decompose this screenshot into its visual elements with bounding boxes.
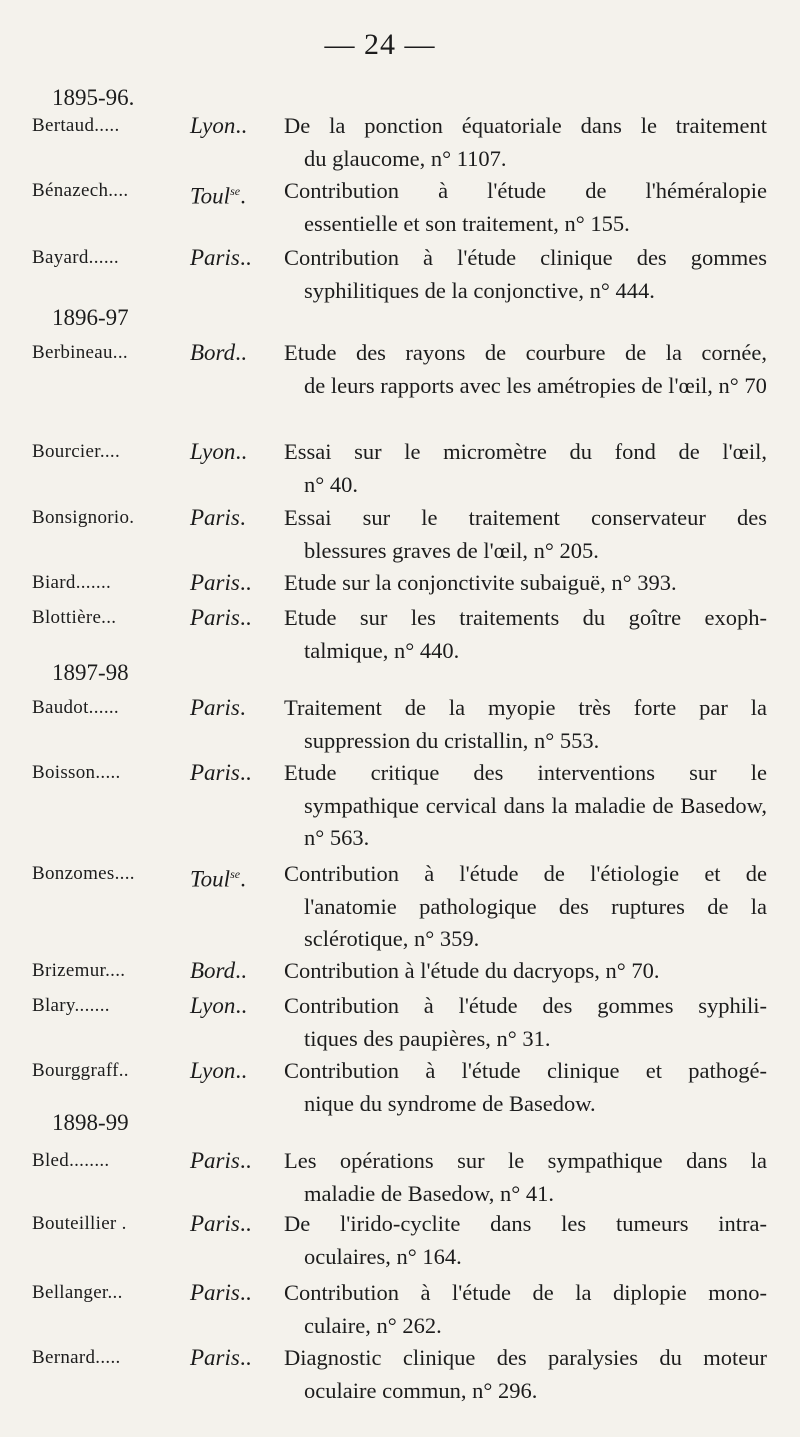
author-name: Bled........ — [32, 1150, 110, 1171]
title-continuation: essentielle et son traitement, n° 155. — [304, 210, 630, 236]
title-continuation: tiques des paupières, n° 31. — [304, 1025, 551, 1051]
author-name: Boisson..... — [32, 762, 121, 783]
city-name: Paris — [190, 570, 240, 595]
thesis-title — [284, 1208, 767, 1273]
title-first-line: De l'irido-cyclite dans les tumeurs intra- — [284, 1211, 767, 1236]
university-city — [190, 1145, 251, 1178]
title-first-line: Etude des rayons de courbure de la cornée, — [284, 340, 767, 365]
city-leader-dots: .. — [239, 1280, 252, 1305]
thesis-title — [284, 955, 767, 988]
author-name: Biard....... — [32, 572, 112, 593]
thesis-title — [284, 1055, 767, 1120]
university-city — [190, 175, 246, 213]
title-continuation: maladie de Basedow, n° 41. — [304, 1180, 554, 1206]
title-first-line: Contribution à l'étude du dacryops, n° 70. — [284, 958, 660, 983]
title-first-line: Traitement de la myopie très forte par la — [284, 695, 767, 720]
city-leader-dots: .. — [235, 439, 247, 464]
author-name: Berbineau... — [32, 342, 128, 363]
city-leader-dots: . — [239, 695, 246, 720]
city-name: Paris — [190, 1148, 240, 1173]
title-first-line: Contribution à l'étude de l'étiologie et de — [284, 861, 767, 886]
thesis-title — [284, 757, 767, 855]
university-city — [190, 567, 251, 600]
city-name: Paris — [190, 1211, 240, 1236]
title-continuation: nique du syndrome de Basedow. — [304, 1090, 596, 1116]
city-abbrev-suffix: se — [230, 867, 241, 881]
thesis-title — [284, 1145, 767, 1210]
title-first-line: Etude critique des interventions sur le — [284, 760, 767, 785]
city-leader-dots: .. — [239, 1211, 252, 1236]
author-name: Bourcier.... — [32, 441, 121, 462]
city-leader-dots: .. — [239, 760, 252, 785]
city-leader-dots: .. — [235, 993, 247, 1018]
city-name: Lyon — [190, 1058, 236, 1083]
year-heading: 1895-96. — [52, 85, 135, 110]
university-city — [190, 110, 247, 143]
thesis-title — [284, 567, 767, 600]
university-city — [190, 692, 246, 725]
city-name: Paris — [190, 605, 240, 630]
title-first-line: Etude sur les traitements du goître exoph- — [284, 605, 767, 630]
city-leader-dots: .. — [235, 340, 247, 365]
city-name: Paris — [190, 760, 240, 785]
city-leader-dots: .. — [235, 958, 247, 983]
author-name: Bouteillier . — [32, 1213, 127, 1234]
city-leader-dots: . — [240, 183, 246, 209]
thesis-title — [284, 990, 767, 1055]
city-name: Bord — [190, 958, 236, 983]
author-name: Bertaud..... — [32, 115, 120, 136]
thesis-title — [284, 337, 767, 402]
university-city — [190, 602, 251, 635]
city-leader-dots: .. — [239, 1345, 252, 1370]
author-name: Brizemur.... — [32, 960, 126, 981]
city-name: Lyon — [190, 993, 236, 1018]
thesis-title — [284, 502, 767, 567]
city-name: Lyon — [190, 113, 236, 138]
page-number: — 24 — — [324, 28, 436, 61]
city-name: Toul — [190, 866, 231, 892]
city-leader-dots: .. — [239, 245, 252, 270]
city-leader-dots: .. — [239, 570, 252, 595]
author-name: Bénazech.... — [32, 180, 129, 201]
thesis-title — [284, 242, 767, 307]
title-first-line: Contribution à l'étude clinique des gommes — [284, 245, 767, 270]
title-continuation: suppression du cristallin, n° 553. — [304, 727, 600, 753]
city-leader-dots: . — [240, 866, 246, 892]
city-leader-dots: .. — [239, 605, 252, 630]
author-name: Bellanger... — [32, 1282, 123, 1303]
thesis-title — [284, 110, 767, 175]
title-first-line: Diagnostic clinique des paralysies du moteur — [284, 1345, 767, 1370]
title-first-line: Contribution à l'étude clinique et pathogé- — [284, 1058, 767, 1083]
title-continuation: sympathique cervical dans la maladie de Basedow, n° 563. — [304, 792, 767, 850]
thesis-title — [284, 858, 767, 956]
title-continuation: blessures graves de l'œil, n° 205. — [304, 537, 599, 563]
thesis-title — [284, 175, 767, 240]
author-name: Baudot...... — [32, 697, 119, 718]
title-first-line: Essai sur le micromètre du fond de l'œil, — [284, 439, 767, 464]
city-name: Lyon — [190, 439, 236, 464]
city-name: Paris — [190, 1280, 240, 1305]
city-leader-dots: .. — [235, 1058, 247, 1083]
title-first-line: De la ponction équatoriale dans le traitement — [284, 113, 767, 138]
city-leader-dots: .. — [235, 113, 247, 138]
title-continuation: oculaire commun, n° 296. — [304, 1377, 538, 1403]
title-first-line: Contribution à l'étude des gommes syphili- — [284, 993, 767, 1018]
city-leader-dots: . — [239, 505, 246, 530]
author-name: Bonsignorio. — [32, 507, 135, 528]
university-city — [190, 858, 246, 896]
city-name: Bord — [190, 340, 236, 365]
thesis-title — [284, 692, 767, 757]
title-continuation: syphilitiques de la conjonctive, n° 444. — [304, 277, 655, 303]
title-continuation: talmique, n° 440. — [304, 637, 460, 663]
university-city — [190, 990, 247, 1023]
title-continuation: oculaires, n° 164. — [304, 1243, 462, 1269]
university-city — [190, 242, 251, 275]
city-name: Toul — [190, 183, 231, 209]
title-continuation: du glaucome, n° 1107. — [304, 145, 507, 171]
city-name: Paris — [190, 505, 240, 530]
author-name: Bourggraff.. — [32, 1060, 129, 1081]
title-continuation: l'anatomie pathologique des ruptures de la sclérotique, n° 359. — [304, 893, 767, 951]
city-name: Paris — [190, 245, 240, 270]
title-first-line: Contribution à l'étude de la diplopie mono- — [284, 1280, 767, 1305]
thesis-title — [284, 602, 767, 667]
city-name: Paris — [190, 695, 240, 720]
author-name: Bayard...... — [32, 247, 119, 268]
university-city — [190, 502, 246, 535]
thesis-title — [284, 436, 767, 501]
university-city — [190, 955, 247, 988]
university-city — [190, 757, 251, 790]
author-name: Bonzomes.... — [32, 863, 135, 884]
university-city — [190, 1055, 247, 1088]
title-first-line: Les opérations sur le sympathique dans la — [284, 1148, 767, 1173]
title-first-line: Etude sur la conjonctivite subaiguë, n° 393. — [284, 570, 677, 595]
title-first-line: Essai sur le traitement conservateur des — [284, 505, 767, 530]
university-city — [190, 436, 247, 469]
university-city — [190, 1342, 251, 1375]
title-first-line: Contribution à l'étude de l'héméralopie — [284, 178, 767, 203]
year-heading: 1898-99 — [52, 1110, 129, 1135]
university-city — [190, 1208, 251, 1241]
city-name: Paris — [190, 1345, 240, 1370]
city-leader-dots: .. — [239, 1148, 252, 1173]
title-continuation: de leurs rapports avec les amétropies de l'œil, n° 70 — [304, 372, 767, 398]
thesis-title — [284, 1342, 767, 1407]
year-heading: 1897-98 — [52, 660, 129, 685]
university-city — [190, 1277, 251, 1310]
title-continuation: n° 40. — [304, 471, 358, 497]
city-abbrev-suffix: se — [230, 184, 241, 198]
title-continuation: culaire, n° 262. — [304, 1312, 442, 1338]
author-name: Blottière... — [32, 607, 117, 628]
author-name: Bernard..... — [32, 1347, 121, 1368]
thesis-title — [284, 1277, 767, 1342]
author-name: Blary....... — [32, 995, 110, 1016]
year-heading: 1896-97 — [52, 305, 129, 330]
university-city — [190, 337, 247, 370]
